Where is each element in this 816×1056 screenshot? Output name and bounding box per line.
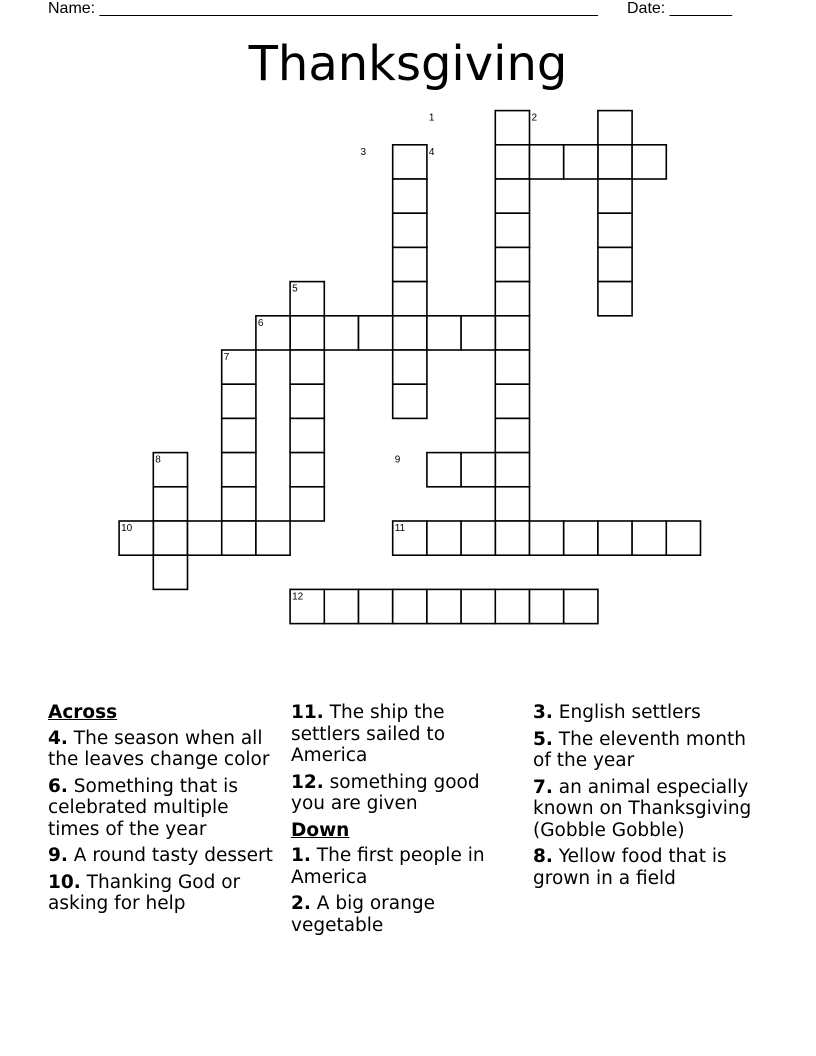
grid-cell[interactable] (495, 316, 529, 350)
clue-number: 8. (533, 846, 553, 867)
cell-number: 2 (531, 112, 538, 124)
cell-number: 12 (292, 591, 304, 603)
clue-across-6 (48, 776, 273, 841)
grid-cell[interactable] (461, 453, 495, 487)
clue-number: 5. (533, 728, 553, 750)
clues-column-2 (291, 702, 516, 941)
clue-number: 10. (48, 871, 81, 893)
clue-text: The season when all the leaves change color (48, 727, 270, 770)
grid-cell[interactable] (393, 213, 427, 247)
grid-cell[interactable] (427, 589, 461, 623)
clue-number: 11. (291, 702, 324, 723)
clue-number: 3. (533, 702, 553, 723)
clue-number: 9. (48, 845, 68, 866)
grid-cell[interactable] (530, 589, 564, 623)
grid-cell[interactable] (598, 247, 632, 281)
clue-number: 2. (291, 893, 311, 914)
clue-across-12 (291, 772, 516, 815)
grid-cell[interactable] (393, 247, 427, 281)
grid-cell[interactable] (598, 145, 632, 179)
grid-cell[interactable] (324, 316, 358, 350)
grid-cell[interactable] (393, 282, 427, 316)
grid-cell[interactable] (495, 145, 529, 179)
grid-cell[interactable] (495, 418, 529, 452)
grid-cell[interactable] (290, 487, 324, 521)
grid-cell[interactable] (153, 487, 187, 521)
clue-text: The ship the settlers sailed to America (291, 702, 446, 766)
clue-across-11 (291, 702, 516, 767)
clue-down-7 (533, 777, 763, 842)
clue-text: an animal especially known on Thanksgiving (Gobble Gobble) (533, 776, 752, 841)
clue-across-10 (48, 872, 273, 915)
grid-cell[interactable] (290, 453, 324, 487)
clue-text: Yellow food that is grown in a field (533, 846, 727, 889)
grid-cell[interactable] (598, 213, 632, 247)
page-title: Thanksgiving (248, 36, 568, 92)
grid-cell[interactable] (564, 521, 598, 555)
grid-cell[interactable] (427, 521, 461, 555)
grid-cell[interactable] (222, 384, 256, 418)
grid-cell[interactable] (564, 145, 598, 179)
cell-number: 7 (223, 352, 230, 363)
grid-cell[interactable] (495, 384, 529, 418)
grid-cell[interactable] (495, 521, 529, 555)
cell-number: 8 (155, 454, 161, 466)
grid-cell[interactable] (153, 521, 187, 555)
grid-cell[interactable] (222, 487, 256, 521)
grid-cell[interactable] (290, 350, 324, 384)
grid-cell[interactable] (495, 247, 529, 281)
clue-across-4 (48, 728, 273, 771)
grid-cell[interactable] (222, 521, 256, 555)
clue-text: A round tasty dessert (73, 845, 273, 866)
grid-cell[interactable] (495, 179, 529, 213)
grid-cell[interactable] (153, 555, 187, 589)
grid-cell[interactable] (359, 589, 393, 623)
grid-cell[interactable] (427, 316, 461, 350)
grid-cell[interactable] (222, 418, 256, 452)
clue-down-8 (533, 846, 763, 889)
cell-number: 4 (428, 146, 435, 158)
grid-cell[interactable] (632, 521, 666, 555)
cell-number: 6 (257, 317, 264, 329)
clue-number: 1. (291, 845, 311, 866)
grid-cell[interactable] (598, 111, 632, 145)
grid-cell[interactable] (393, 179, 427, 213)
grid-cell[interactable] (461, 316, 495, 350)
grid-cell[interactable] (495, 282, 529, 316)
grid-cell[interactable] (393, 384, 427, 418)
grid-cell[interactable] (256, 521, 290, 555)
grid-cell[interactable] (564, 589, 598, 623)
grid-cell[interactable] (495, 350, 529, 384)
clue-down-2 (291, 893, 516, 936)
grid-cell[interactable] (427, 453, 461, 487)
clue-number: 12. (291, 771, 324, 793)
grid-cell[interactable] (188, 521, 222, 555)
grid-cell[interactable] (666, 521, 700, 555)
grid-cell[interactable] (632, 145, 666, 179)
clue-number: 7. (533, 776, 553, 798)
grid-cell[interactable] (495, 453, 529, 487)
grid-cell[interactable] (393, 145, 427, 179)
clue-text: Something that is celebrated multiple times of the year (48, 775, 238, 840)
grid-cell[interactable] (461, 589, 495, 623)
clue-text: something good you are given (291, 771, 480, 814)
clue-text: The eleventh month of the year (533, 728, 746, 771)
grid-cell[interactable] (495, 111, 529, 145)
grid-cell[interactable] (359, 316, 393, 350)
cell-number: 9 (394, 454, 401, 466)
clue-down-5 (533, 729, 763, 772)
date-field-label[interactable]: Date: _______ (627, 0, 732, 17)
cell-number: 3 (360, 146, 367, 158)
grid-cell[interactable] (530, 145, 564, 179)
grid-cell[interactable] (393, 589, 427, 623)
grid-cell[interactable] (393, 350, 427, 384)
grid-cell[interactable] (290, 316, 324, 350)
grid-cell[interactable] (495, 589, 529, 623)
cell-number: 11 (394, 523, 406, 534)
clue-down-1 (291, 845, 516, 888)
grid-cell[interactable] (495, 487, 529, 521)
cell-number: 10 (121, 523, 133, 534)
down-heading: Down (291, 819, 350, 841)
clue-text: A big orange vegetable (291, 893, 435, 936)
cell-number: 5 (292, 283, 298, 295)
grid-cell[interactable] (530, 521, 564, 555)
grid-cell[interactable] (598, 282, 632, 316)
grid-cell[interactable] (598, 521, 632, 555)
grid-cell[interactable] (598, 179, 632, 213)
clue-down-3 (533, 702, 763, 724)
grid-cell[interactable] (461, 521, 495, 555)
grid-cell[interactable] (222, 453, 256, 487)
clue-number: 6. (48, 775, 68, 797)
across-heading: Across (48, 702, 118, 723)
grid-cell[interactable] (290, 384, 324, 418)
clue-text: Thanking God or asking for help (48, 871, 241, 914)
grid-cell[interactable] (495, 213, 529, 247)
grid-cell[interactable] (324, 589, 358, 623)
clues-column-3 (533, 702, 763, 894)
grid-cell[interactable] (290, 418, 324, 452)
clue-text: The first people in America (291, 845, 485, 888)
clue-across-9 (48, 845, 273, 867)
name-field-label[interactable]: Name: ________________________________________________________ (48, 0, 598, 17)
clues-column-1 (48, 702, 273, 920)
clue-text: English settlers (558, 702, 701, 723)
cell-number: 1 (428, 112, 435, 124)
grid-cell[interactable] (393, 316, 427, 350)
clue-number: 4. (48, 727, 68, 749)
